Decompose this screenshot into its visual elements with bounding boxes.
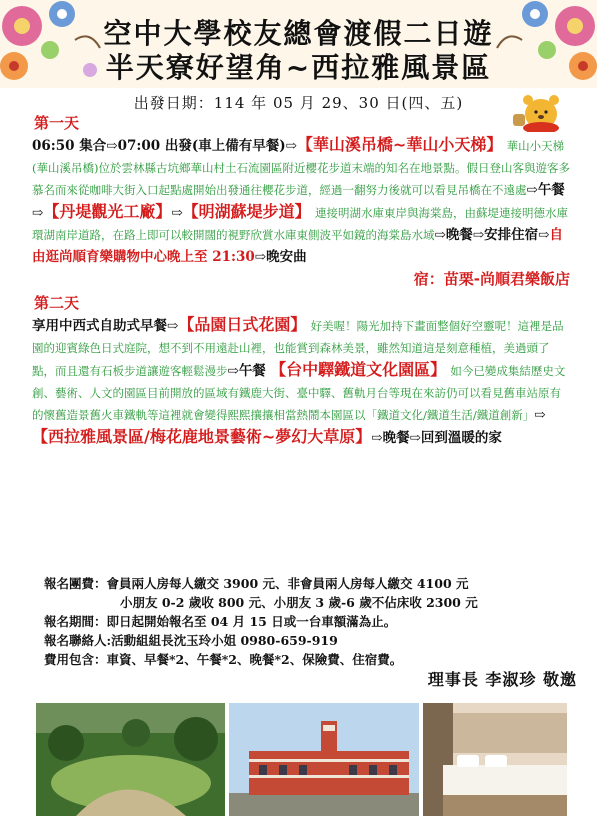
photo-taichung-station bbox=[229, 703, 419, 816]
day2-spot-taichung-station: 【台中驛鐵道文化園區】 bbox=[270, 360, 447, 379]
itinerary bbox=[32, 112, 570, 449]
arrow-right-icon: ⇨ bbox=[538, 227, 550, 243]
day2-home: 回到溫暖的家 bbox=[420, 430, 502, 446]
photo-garden bbox=[36, 703, 225, 816]
day1-lunch: 午餐 bbox=[537, 182, 565, 198]
arrow-right-icon: ⇨ bbox=[227, 363, 239, 379]
day2-dinner: 晚餐 bbox=[382, 430, 410, 446]
day1-free-time: 自由逛尚順育樂購物中心晚上至 21:30 bbox=[32, 227, 563, 265]
day1-depart: 07:00 出發(車上備有早餐) bbox=[117, 138, 286, 154]
arrow-right-icon: ⇨ bbox=[106, 138, 118, 154]
day2-breakfast: 享用中西式自助式早餐 bbox=[32, 318, 167, 334]
day1-label: 第一天 bbox=[34, 114, 80, 132]
arrow-right-icon: ⇨ bbox=[32, 205, 44, 221]
day1-itinerary bbox=[32, 134, 570, 268]
day2-itinerary bbox=[32, 314, 570, 449]
day2-label: 第二天 bbox=[34, 294, 80, 312]
arrow-right-icon: ⇨ bbox=[371, 430, 383, 446]
day1-spot-dante: 【丹堤觀光工廠】 bbox=[43, 202, 172, 221]
day1-hotel: 宿：苗栗-尚順君樂飯店 bbox=[413, 270, 570, 288]
arrow-right-icon: ⇨ bbox=[434, 227, 446, 243]
arrow-right-icon: ⇨ bbox=[285, 138, 297, 154]
page-subtitle: 半天寮好望角~西拉雅風景區 bbox=[105, 51, 492, 84]
arrow-right-icon: ⇨ bbox=[526, 182, 538, 198]
day2-spot-pinyuan-desc: 好美喔！陽光加持下畫面整個好空靈呢！這裡是品園的迎賓綠色日式庭院，想不到不用遠赴山裡，也能賞到森林美景，雖然知道這是刻意種植，美過頭了點，而且還有石板步道讓遊客輕鬆漫步 bbox=[32, 319, 564, 378]
day1-spot-minghu: 【明湖蘇堤步道】 bbox=[182, 202, 311, 221]
registration-info bbox=[44, 574, 564, 669]
day1-goodnight: 晚安曲 bbox=[266, 249, 307, 265]
day1-checkin: 安排住宿 bbox=[484, 227, 539, 243]
day1-spot-minghu-desc: 連接明湖水庫東岸與海棠島，由蘇堤連接明德水庫環湖南岸道路，在路上即可以較開闊的視野欣賞水庫東側波平如鏡的海棠島水域 bbox=[32, 206, 568, 242]
registration-contact: 報名聯絡人:活動組組長沈玉玲小姐 0980-659-919 bbox=[44, 633, 338, 648]
day2-spot-taichung-station-desc: 如今已變成集結歷史文創、藝術、人文的園區目前開放的區域有鐵鹿大街、臺中驛、舊軌月台等現在來訪仍可以看見舊車站原有的懷舊造景舊火車鐵軌等這裡就會變得熙熙攘攘相當熱鬧本園區以「鐵道文化/鐵道生活/鐵道創新」 bbox=[32, 364, 566, 422]
arrow-right-icon: ⇨ bbox=[534, 407, 546, 423]
day1-spot-huashan: 【華山溪吊橋~華山小天梯】 bbox=[296, 135, 503, 154]
day1-dinner: 晚餐 bbox=[445, 227, 473, 243]
fee-children-line: 小朋友 0-2 歲收 800 元、小朋友 3 歲-6 歲不佔床收 2300 元 bbox=[120, 595, 478, 610]
arrow-right-icon: ⇨ bbox=[167, 318, 179, 334]
arrow-right-icon: ⇨ bbox=[171, 205, 183, 221]
departure-date: 出發日期：114 年 05 月 29、30 日(四、五) bbox=[133, 94, 464, 112]
page-title: 空中大學校友總會渡假二日遊 bbox=[103, 17, 494, 50]
day1-assembly-time: 06:50 集合 bbox=[32, 138, 107, 154]
fee-includes: 費用包含：車資、早餐*2、午餐*2、晚餐*2、保險費、住宿費。 bbox=[44, 652, 403, 667]
header-banner bbox=[0, 0, 597, 88]
day2-spot-pinyuan: 【品園日式花園】 bbox=[178, 315, 307, 334]
day1-spot-huashan-desc: 華山小天梯(華山溪吊橋)位於雲林縣古坑鄉華山村土石流園區附近櫻花步道末端的知名在地景點。假日登山客與遊客多慕名而來從咖啡大街入口起點處開始出發通往櫻花步道，經過一翻努力後就可以看見吊橋在不遠處 bbox=[32, 139, 570, 197]
day2-spot-siraya: 【西拉雅風景區/梅花鹿地景藝術~夢幻大草原】 bbox=[32, 427, 372, 446]
registration-period: 報名期間：即日起開始報名至 04 月 15 日或一台車額滿為止。 bbox=[44, 614, 397, 629]
arrow-right-icon: ⇨ bbox=[254, 249, 267, 265]
day2-lunch: 午餐 bbox=[238, 363, 266, 379]
signature: 理事長 李淑珍 敬邀 bbox=[427, 670, 577, 689]
photo-hotel-room bbox=[423, 703, 567, 816]
arrow-right-icon: ⇨ bbox=[472, 227, 485, 243]
arrow-right-icon: ⇨ bbox=[409, 430, 421, 446]
fee-line: 報名團費：會員兩人房每人繳交 3900 元、非會員兩人房每人繳交 4100 元 bbox=[44, 576, 469, 591]
